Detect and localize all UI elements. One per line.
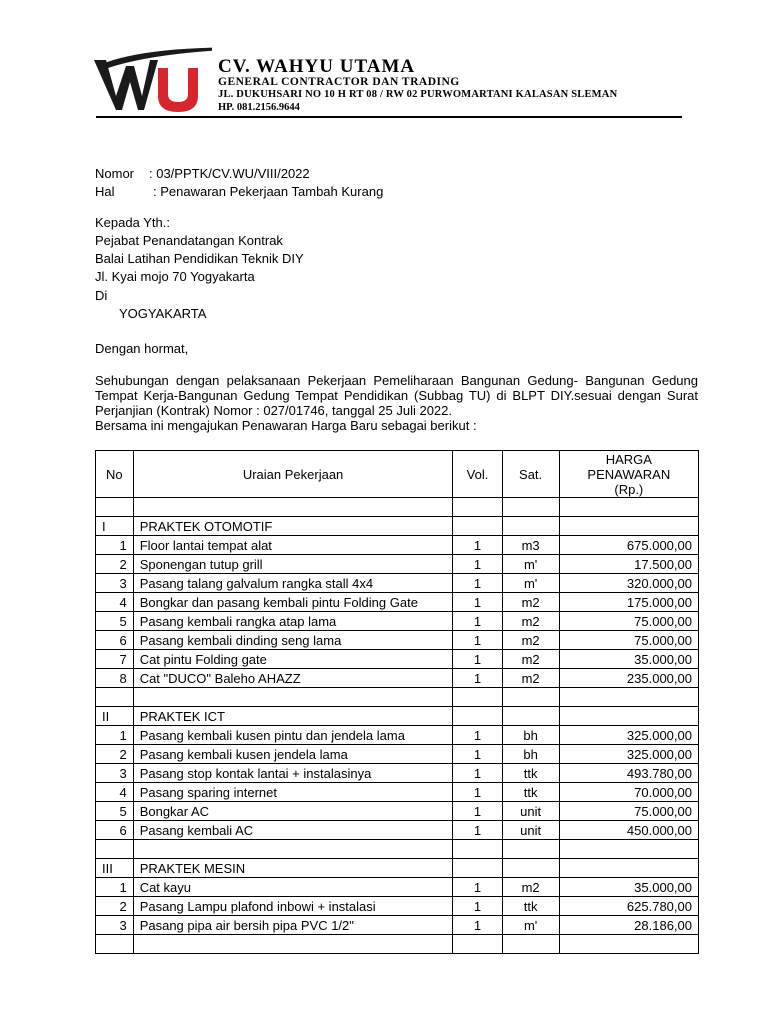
item-description: Pasang Lampu plafond inbowi + instalasi — [133, 897, 453, 916]
item-number: 3 — [96, 764, 134, 783]
table-row — [96, 726, 699, 745]
item-description: Pasang sparing internet — [133, 783, 453, 802]
item-price: 17.500,00 — [559, 555, 698, 574]
table-row — [96, 878, 699, 897]
nomor-value: : 03/PPTK/CV.WU/VIII/2022 — [149, 166, 310, 181]
table-row — [96, 764, 699, 783]
item-volume: 1 — [453, 631, 502, 650]
table-header-row — [96, 451, 699, 498]
item-volume: 1 — [453, 802, 502, 821]
item-volume: 1 — [453, 574, 502, 593]
item-unit: m3 — [502, 536, 559, 555]
item-volume: 1 — [453, 745, 502, 764]
item-volume: 1 — [453, 669, 502, 688]
item-unit: m2 — [502, 612, 559, 631]
item-price: 175.000,00 — [559, 593, 698, 612]
item-description: Pasang kembali AC — [133, 821, 453, 840]
item-volume: 1 — [453, 650, 502, 669]
empty-cell-sat — [502, 935, 559, 954]
table-spacer-row — [96, 840, 699, 859]
item-description: Pasang stop kontak lantai + instalasinya — [133, 764, 453, 783]
item-number: 5 — [96, 802, 134, 821]
recipient-greeting: Kepada Yth.: — [95, 215, 170, 230]
header-price-line-2: (Rp.) — [614, 481, 644, 497]
table-row — [96, 802, 699, 821]
price-table — [95, 450, 699, 954]
item-number: 1 — [96, 536, 134, 555]
empty-cell-vol — [453, 935, 502, 954]
item-unit: m' — [502, 574, 559, 593]
recipient-line-4: Di — [95, 288, 108, 303]
item-unit: unit — [502, 802, 559, 821]
hal-value: : Penawaran Pekerjaan Tambah Kurang — [153, 184, 384, 199]
header-unit: Sat. — [502, 451, 559, 498]
item-price: 320.000,00 — [559, 574, 698, 593]
empty-cell-price — [559, 840, 698, 859]
letterhead — [92, 44, 682, 120]
recipient-line-2: Balai Latihan Pendidikan Teknik DIY — [95, 251, 304, 266]
empty-cell-price — [559, 498, 698, 517]
item-number: 4 — [96, 783, 134, 802]
section-number: I — [96, 517, 134, 536]
table-row — [96, 783, 699, 802]
item-unit: m' — [502, 916, 559, 935]
section-title: PRAKTEK OTOMOTIF — [133, 517, 453, 536]
item-number: 2 — [96, 897, 134, 916]
empty-cell-sat — [502, 498, 559, 517]
hal-label: Hal — [95, 184, 115, 199]
empty-cell-sat — [502, 517, 559, 536]
table-body — [96, 498, 699, 954]
table-row — [96, 631, 699, 650]
item-price: 35.000,00 — [559, 650, 698, 669]
item-number: 7 — [96, 650, 134, 669]
table-row — [96, 916, 699, 935]
table-row — [96, 745, 699, 764]
item-volume: 1 — [453, 726, 502, 745]
item-price: 70.000,00 — [559, 783, 698, 802]
empty-cell-vol — [453, 707, 502, 726]
item-description: Cat pintu Folding gate — [133, 650, 453, 669]
empty-cell-no — [96, 935, 134, 954]
section-row — [96, 859, 699, 878]
empty-cell-sat — [502, 859, 559, 878]
item-number: 2 — [96, 745, 134, 764]
item-price: 75.000,00 — [559, 802, 698, 821]
empty-cell-sat — [502, 840, 559, 859]
item-description: Pasang kembali dinding seng lama — [133, 631, 453, 650]
item-volume: 1 — [453, 764, 502, 783]
item-number: 6 — [96, 631, 134, 650]
table-row — [96, 650, 699, 669]
company-address: JL. DUKUHSARI NO 10 H RT 08 / RW 02 PURWOMARTANI KALASAN SLEMAN — [218, 89, 618, 100]
empty-cell-price — [559, 688, 698, 707]
section-title: PRAKTEK MESIN — [133, 859, 453, 878]
empty-cell-no — [96, 688, 134, 707]
item-unit: m2 — [502, 669, 559, 688]
item-number: 1 — [96, 878, 134, 897]
empty-cell-vol — [453, 517, 502, 536]
empty-cell-vol — [453, 688, 502, 707]
item-volume: 1 — [453, 536, 502, 555]
empty-cell-desc — [133, 688, 453, 707]
item-price: 35.000,00 — [559, 878, 698, 897]
header-volume: Vol. — [453, 451, 502, 498]
item-volume: 1 — [453, 593, 502, 612]
table-spacer-row — [96, 688, 699, 707]
item-price: 325.000,00 — [559, 726, 698, 745]
empty-cell-sat — [502, 707, 559, 726]
item-description: Pasang talang galvalum rangka stall 4x4 — [133, 574, 453, 593]
empty-cell-no — [96, 498, 134, 517]
empty-cell-price — [559, 707, 698, 726]
header-divider — [96, 116, 682, 118]
empty-cell-price — [559, 935, 698, 954]
item-unit: ttk — [502, 897, 559, 916]
item-description: Floor lantai tempat alat — [133, 536, 453, 555]
section-number: III — [96, 859, 134, 878]
item-volume: 1 — [453, 783, 502, 802]
item-volume: 1 — [453, 916, 502, 935]
item-unit: unit — [502, 821, 559, 840]
item-price: 75.000,00 — [559, 612, 698, 631]
item-unit: m2 — [502, 650, 559, 669]
table-spacer-row — [96, 935, 699, 954]
section-title: PRAKTEK ICT — [133, 707, 453, 726]
item-number: 6 — [96, 821, 134, 840]
company-phone: HP. 081.2156.9644 — [218, 102, 300, 113]
table-row — [96, 536, 699, 555]
item-number: 8 — [96, 669, 134, 688]
recipient-city: YOGYAKARTA — [119, 306, 207, 321]
empty-cell-desc — [133, 840, 453, 859]
item-volume: 1 — [453, 612, 502, 631]
item-volume: 1 — [453, 897, 502, 916]
item-description: Pasang kembali kusen jendela lama — [133, 745, 453, 764]
item-volume: 1 — [453, 878, 502, 897]
recipient-line-1: Pejabat Penandatangan Kontrak — [95, 233, 283, 248]
item-unit: m' — [502, 555, 559, 574]
empty-cell-vol — [453, 498, 502, 517]
item-description: Pasang kembali rangka atap lama — [133, 612, 453, 631]
item-number: 1 — [96, 726, 134, 745]
item-price: 75.000,00 — [559, 631, 698, 650]
empty-cell-sat — [502, 688, 559, 707]
item-unit: ttk — [502, 764, 559, 783]
header-price-line-1: HARGA PENAWARAN — [587, 451, 671, 482]
table-row — [96, 593, 699, 612]
table-row — [96, 821, 699, 840]
header-description: Uraian Pekerjaan — [133, 451, 453, 498]
item-unit: ttk — [502, 783, 559, 802]
salutation: Dengan hormat, — [95, 341, 189, 356]
recipient-line-3: Jl. Kyai mojo 70 Yogyakarta — [95, 269, 255, 284]
item-unit: m2 — [502, 878, 559, 897]
empty-cell-vol — [453, 859, 502, 878]
item-number: 3 — [96, 574, 134, 593]
item-price: 675.000,00 — [559, 536, 698, 555]
table-row — [96, 574, 699, 593]
section-number: II — [96, 707, 134, 726]
empty-cell-price — [559, 859, 698, 878]
item-price: 28.186,00 — [559, 916, 698, 935]
empty-cell-no — [96, 840, 134, 859]
table-row — [96, 612, 699, 631]
table-row — [96, 555, 699, 574]
item-volume: 1 — [453, 555, 502, 574]
body-line-after: Bersama ini mengajukan Penawaran Harga Baru sebagai berikut : — [95, 418, 477, 433]
item-number: 4 — [96, 593, 134, 612]
company-logo — [92, 44, 212, 114]
empty-cell-desc — [133, 498, 453, 517]
company-subtitle: GENERAL CONTRACTOR DAN TRADING — [218, 76, 460, 88]
empty-cell-vol — [453, 840, 502, 859]
item-price: 450.000,00 — [559, 821, 698, 840]
item-description: Pasang kembali kusen pintu dan jendela lama — [133, 726, 453, 745]
section-row — [96, 517, 699, 536]
item-unit: bh — [502, 745, 559, 764]
empty-cell-price — [559, 517, 698, 536]
item-price: 325.000,00 — [559, 745, 698, 764]
table-spacer-row — [96, 498, 699, 517]
item-unit: m2 — [502, 593, 559, 612]
item-number: 3 — [96, 916, 134, 935]
header-price — [559, 451, 698, 498]
item-number: 2 — [96, 555, 134, 574]
item-price: 493.780,00 — [559, 764, 698, 783]
header-no: No — [96, 451, 134, 498]
item-description: Bongkar dan pasang kembali pintu Folding Gate — [133, 593, 453, 612]
item-price: 625.780,00 — [559, 897, 698, 916]
table-row — [96, 669, 699, 688]
empty-cell-desc — [133, 935, 453, 954]
item-unit: m2 — [502, 631, 559, 650]
nomor-label: Nomor — [95, 166, 135, 181]
section-row — [96, 707, 699, 726]
item-price: 235.000,00 — [559, 669, 698, 688]
item-volume: 1 — [453, 821, 502, 840]
item-description: Sponengan tutup grill — [133, 555, 453, 574]
item-description: Bongkar AC — [133, 802, 453, 821]
item-description: Cat "DUCO" Baleho AHAZZ — [133, 669, 453, 688]
item-description: Cat kayu — [133, 878, 453, 897]
item-number: 5 — [96, 612, 134, 631]
item-unit: bh — [502, 726, 559, 745]
company-name: CV. WAHYU UTAMA — [218, 56, 416, 77]
table-row — [96, 897, 699, 916]
item-description: Pasang pipa air bersih pipa PVC 1/2" — [133, 916, 453, 935]
body-paragraph: Sehubungan dengan pelaksanaan Pekerjaan Pemeliharaan Bangunan Gedung- Bangunan Gedung Tempat Kerja-Bangunan Gedung Tempat Pendidikan (Subbag TU) di BLPT DIY.sesuai dengan Surat Perjanjian (Kontrak) Nomor : 027/01746, tanggal 25 Juli 2022. — [95, 373, 698, 418]
